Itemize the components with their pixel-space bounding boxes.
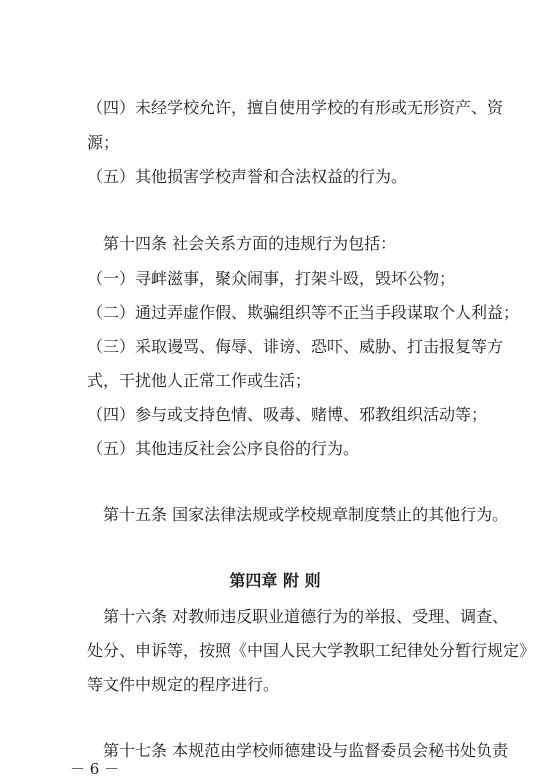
article-14-item-4: （四）参与或支持色情、吸毒、赌博、邪教组织活动等； xyxy=(87,405,488,424)
article-14-heading: 第十四条 社会关系方面的违规行为包括： xyxy=(103,234,397,253)
clause-4-line-1: （四）未经学校允许，擅自使用学校的有形或无形资产、资 xyxy=(87,98,504,117)
chapter-title: 第四章 附 则 xyxy=(229,571,321,590)
article-14-item-1: （一）寻衅滋事，聚众闹事，打架斗殴，毁坏公物； xyxy=(87,269,456,288)
article-15: 第十五条 国家法律法规或学校规章制度禁止的其他行为。 xyxy=(103,505,509,524)
article-16-line-1: 第十六条 对教师违反职业道德行为的举报、受理、调查、 xyxy=(103,607,509,626)
page-number: － 6 － xyxy=(70,760,120,778)
article-14-item-3-line-2: 式，干扰他人正常工作或生活； xyxy=(87,371,312,390)
article-14-item-3-line-1: （三）采取谩骂、侮辱、诽谤、恐吓、威胁、打击报复等方 xyxy=(87,337,504,356)
clause-4-line-2: 源； xyxy=(87,133,120,152)
article-14-item-2: （二）通过弄虚作假、欺骗组织等不正当手段谋取个人利益； xyxy=(87,303,520,322)
article-16-line-3: 等文件中规定的程序进行。 xyxy=(87,675,280,694)
article-14-item-5: （五）其他违反社会公序良俗的行为。 xyxy=(87,439,360,458)
clause-5: （五）其他损害学校声誉和合法权益的行为。 xyxy=(87,167,408,186)
article-16-line-2: 处分、申诉等，按照《中国人民大学教职工纪律处分暂行规定》 xyxy=(87,641,536,660)
article-17-line-1: 第十七条 本规范由学校师德建设与监督委员会秘书处负责 xyxy=(103,741,509,760)
